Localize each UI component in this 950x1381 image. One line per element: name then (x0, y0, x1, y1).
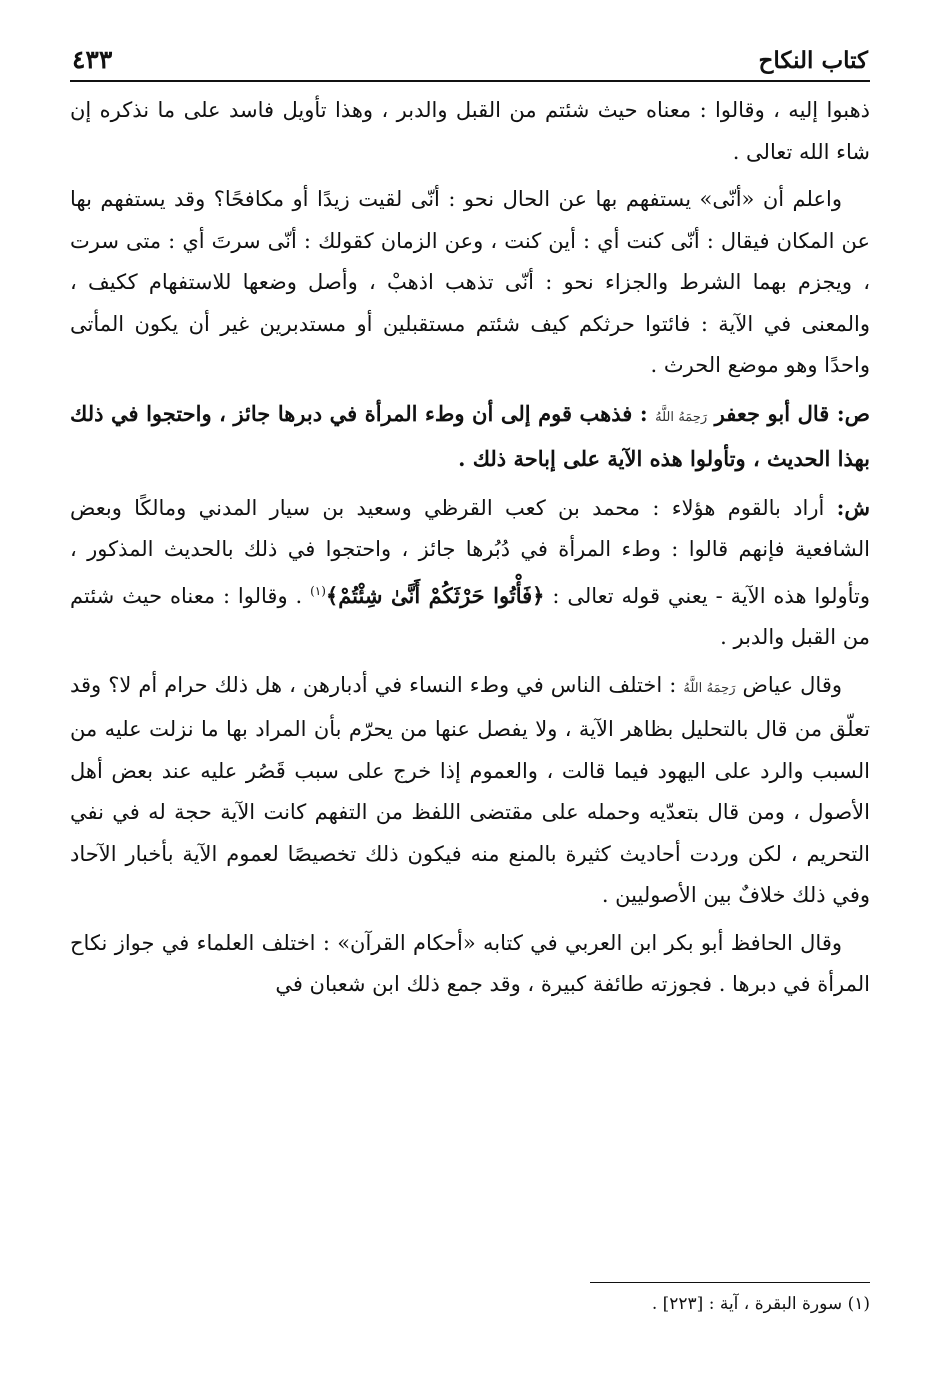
blessing-text: رَحِمَهُ اللَّهُ (655, 409, 708, 425)
book-page (70, 28, 870, 1006)
marker-text: ش: (836, 494, 870, 520)
chapter-title: كتاب النكاح (758, 47, 868, 74)
text-segment: وقال عياض (735, 672, 843, 697)
text-segment: واعلم أن «أنّى» يستفهم بها عن الحال نحو : أنّى لقيت زيدًا أو مكافحًا؟ وقد يستفهم بها عن المكان فيقال : أنّى كنت أي : أين كنت ، وعن الزمان كقولك : أنّى سرتَ أي : متى سرت ، ويجزم بهما الشرط والجزاء نحو : أنّى تذهب اذهبْ ، وأصل وضعها للاستفهام ككيف ، والمعنى في الآية : فائتوا حرثكم كيف شئتم مستقبلين أو مستدبرين غير أن يكون المأتى واحدًا وهو موضع الحرث . (70, 187, 870, 377)
text-segment: . وقالوا : معناه حيث شئتم من القبل والدبر . (70, 583, 870, 649)
quran-text: ﴿فَأْتُوا حَرْثَكُمْ أَنَّىٰ شِئْتُمْ﴾ (325, 582, 545, 608)
bold-text: قال أبو جعفر (707, 400, 837, 426)
paragraph (70, 179, 870, 387)
page-body (70, 82, 870, 1006)
text-segment: أراد بالقوم هؤلاء : محمد بن كعب القرظي وسعيد بن سيار المدني ومالكًا وبعض الشافعية فإنهم قالوا : وطء المرأة في دُبُرها جائز ، واحتجوا في ذلك بالحديث المذكور ، وتأولوا هذه الآية - يعني قوله تعالى : (70, 495, 871, 608)
paragraph (70, 923, 870, 1006)
paragraph (70, 90, 870, 173)
text-segment: ذهبوا إليه ، وقالوا : معناه حيث شئتم من القبل والدبر ، وهذا تأويل فاسد على ما نذكره إن شاء الله تعالى . (70, 98, 870, 164)
text-segment: وقال الحافظ أبو بكر ابن العربي في كتابه «أحكام القرآن» : اختلف العلماء في جواز نكاح المرأة في دبرها . فجوزته طائفة كبيرة ، وقد جمع ذلك ابن شعبان في (70, 930, 870, 996)
bold-text: : فذهب قوم إلى أن وطء المرأة في دبرها جائز ، واحتجوا في ذلك بهذا الحديث ، وتأولوا هذه الآية على إباحة ذلك . (70, 400, 870, 471)
marker-text: ص: (836, 400, 870, 426)
text-segment: : اختلف الناس في وطء النساء في أدبارهن ، هل ذلك حرام أم لا؟ وقد تعلّق من قال بالتحليل بظاهر الآية ، ولا يفصل عنها من يحرّم بأن المراد بها ما نزلت عليه من السبب والرد على اليهود فيما قالت ، والعموم إذا خرج على سبب قَصُر عليه عند بعض أهل الأصول ، ومن قال بتعدّيه وحمله على مقتضى اللفظ من التفهم كانت الآية حجة له في نفي التحريم ، لكن وردت أحاديث كثيرة بالمنع منه فيكون ذلك تخصيصًا لعموم الآية بأخبار الآحاد وفي ذلك خلافٌ بين الأصوليين . (70, 672, 870, 907)
paragraph (70, 487, 870, 659)
paragraph (70, 393, 870, 481)
paragraph (70, 665, 870, 917)
page-number: ٤٣٣ (72, 45, 113, 74)
page-header (70, 28, 870, 82)
footnote: (١) سورة البقرة ، آية : [٢٢٣] . (651, 1294, 870, 1314)
sup-text: (١) (310, 583, 326, 598)
footnote-separator (590, 1282, 870, 1283)
blessing-text: رَحِمَهُ اللَّهُ (683, 680, 736, 696)
